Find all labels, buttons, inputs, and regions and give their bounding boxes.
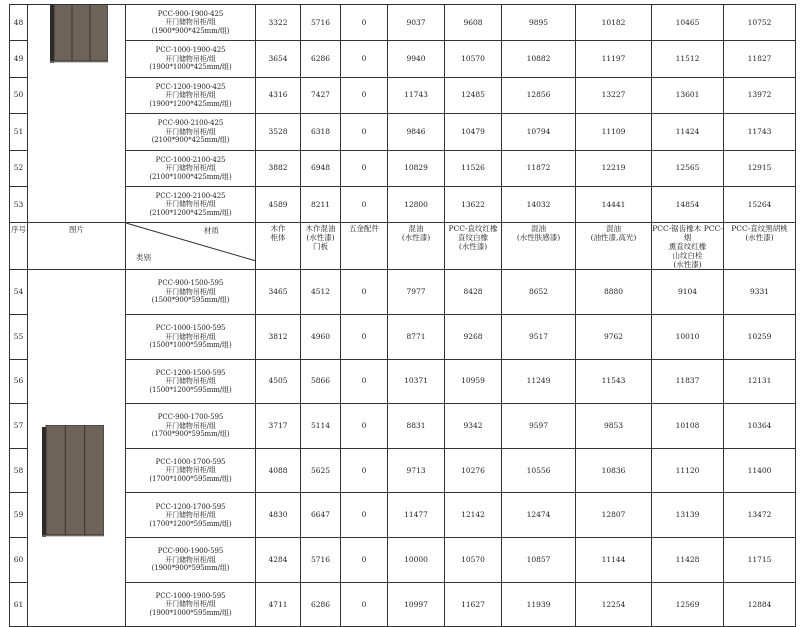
price-cell: 10829 <box>388 150 445 186</box>
price-cell: 13601 <box>652 77 724 113</box>
header-line: 混油 <box>531 224 546 234</box>
description-line: 开门储物吊柜/组 <box>165 466 216 475</box>
row-number: 58 <box>10 448 28 493</box>
description-line: 开门储物吊柜/组 <box>165 200 216 209</box>
price-cell: 12254 <box>576 582 652 627</box>
price-cell: 0 <box>341 186 388 222</box>
price-cell: 10556 <box>502 448 576 493</box>
price-cell: 11939 <box>502 582 576 627</box>
description-line: PCC-900-1900-425 <box>157 9 224 18</box>
description-line: PCC-1000-1500-595 <box>155 324 226 333</box>
price-cell: 5866 <box>301 359 341 404</box>
row-number: 60 <box>10 538 28 583</box>
cabinet-image <box>42 425 104 537</box>
price-cell: 0 <box>341 314 388 359</box>
price-cell: 0 <box>341 582 388 627</box>
price-cell: 10570 <box>445 538 502 583</box>
description-line: (2100*1000*425mm/组) <box>149 172 232 181</box>
description-line: (1900*1000*595mm/组) <box>149 608 232 617</box>
price-cell: 10259 <box>724 314 796 359</box>
table-row <box>10 5 796 41</box>
price-cell: 0 <box>341 359 388 404</box>
description-line: (1500*900*595mm/组) <box>151 296 230 305</box>
product-image-cell <box>28 270 126 627</box>
table-row <box>10 359 796 404</box>
price-cell: 12219 <box>576 150 652 186</box>
price-cell: 14854 <box>652 186 724 222</box>
price-cell: 12807 <box>576 493 652 538</box>
price-cell: 0 <box>341 5 388 41</box>
price-cell: 4316 <box>256 77 301 113</box>
price-cell: 4830 <box>256 493 301 538</box>
description-line: (1700*1200*595mm/组) <box>149 519 232 528</box>
table-row <box>10 270 796 315</box>
product-description <box>126 270 256 315</box>
price-table-sheet <box>9 4 795 617</box>
table-row <box>10 41 796 77</box>
price-cell: 11249 <box>502 359 576 404</box>
price-cell: 9940 <box>388 41 445 77</box>
header-column <box>445 223 502 270</box>
price-cell: 8652 <box>502 270 576 315</box>
description-line: 开门储物吊柜/组 <box>165 91 216 100</box>
header-image: 图片 <box>28 223 126 270</box>
header-line: 山纹白栓 <box>672 251 703 261</box>
product-description <box>126 41 256 77</box>
price-cell: 8771 <box>388 314 445 359</box>
table-row <box>10 77 796 113</box>
row-number: 57 <box>10 404 28 449</box>
table-row <box>10 314 796 359</box>
row-number: 56 <box>10 359 28 404</box>
price-cell: 11400 <box>724 448 796 493</box>
price-cell: 9037 <box>388 5 445 41</box>
price-cell: 3717 <box>256 404 301 449</box>
product-description <box>126 404 256 449</box>
price-cell: 0 <box>341 270 388 315</box>
price-cell: 8831 <box>388 404 445 449</box>
header-column <box>502 223 576 270</box>
header-line: 柜体 <box>270 233 286 243</box>
row-number: 50 <box>10 77 28 113</box>
price-cell: 10836 <box>576 448 652 493</box>
description-line: PCC-1000-1900-425 <box>155 46 226 55</box>
price-cell: 11120 <box>652 448 724 493</box>
header-line: 木作混油 <box>305 224 336 234</box>
product-description <box>126 448 256 493</box>
price-cell: 11627 <box>445 582 502 627</box>
price-cell: 12884 <box>724 582 796 627</box>
price-cell: 6286 <box>301 582 341 627</box>
price-cell: 12565 <box>652 150 724 186</box>
description-line: (1900*1000*425mm/组) <box>149 63 232 72</box>
product-description <box>126 77 256 113</box>
price-cell: 0 <box>341 77 388 113</box>
price-cell: 10959 <box>445 359 502 404</box>
price-cell: 11743 <box>724 114 796 150</box>
row-number: 52 <box>10 150 28 186</box>
description-line: PCC-900-1700-595 <box>157 413 224 422</box>
header-line: 门板 <box>313 242 328 252</box>
price-cell: 4960 <box>301 314 341 359</box>
description-line: (2100*900*425mm/组) <box>151 136 230 145</box>
table-row <box>10 538 796 583</box>
price-cell: 9608 <box>445 5 502 41</box>
price-cell: 10182 <box>576 5 652 41</box>
price-cell: 10997 <box>388 582 445 627</box>
price-cell: 6318 <box>301 114 341 150</box>
description-line: PCC-900-1900-595 <box>157 547 224 556</box>
description-line: (1900*1200*425mm/组) <box>149 99 232 108</box>
header-material-category <box>126 223 256 270</box>
price-cell: 3812 <box>256 314 301 359</box>
price-cell: 0 <box>341 404 388 449</box>
price-cell: 5625 <box>301 448 341 493</box>
price-cell: 0 <box>341 448 388 493</box>
table-row <box>10 404 796 449</box>
header-column <box>652 223 724 270</box>
product-description <box>126 314 256 359</box>
price-cell: 3654 <box>256 41 301 77</box>
product-description <box>126 186 256 222</box>
description-line: 开门储物吊柜/组 <box>165 421 216 430</box>
price-cell: 12800 <box>388 186 445 222</box>
price-cell: 9713 <box>388 448 445 493</box>
row-number: 59 <box>10 493 28 538</box>
header-column <box>341 223 388 270</box>
price-table <box>9 4 796 627</box>
product-image-cell <box>28 5 126 223</box>
description-line: PCC-900-1500-595 <box>157 279 224 288</box>
price-cell: 13622 <box>445 186 502 222</box>
price-cell: 4088 <box>256 448 301 493</box>
header-line: 混油 <box>606 224 621 234</box>
description-line: (1700*900*595mm/组) <box>151 430 230 439</box>
price-cell: 4589 <box>256 186 301 222</box>
price-cell: 9331 <box>724 270 796 315</box>
row-number: 54 <box>10 270 28 315</box>
price-cell: 11477 <box>388 493 445 538</box>
cabinet-image-holder <box>50 5 108 67</box>
price-cell: 9104 <box>652 270 724 315</box>
description-line: 开门储物吊柜/组 <box>165 127 216 136</box>
header-line: (水性漆) <box>401 233 431 243</box>
description-line: 开门储物吊柜/组 <box>165 287 216 296</box>
header-line: (水性漆) <box>745 233 774 243</box>
header-column <box>388 223 445 270</box>
header-line: (水性肤感漆) <box>516 233 561 243</box>
price-cell: 13227 <box>576 77 652 113</box>
header-line: 熏直纹红橡 <box>668 242 707 252</box>
header-seq: 序号 <box>10 223 28 270</box>
header-line: PCC-直纹红橡 <box>448 224 498 234</box>
table-row <box>10 493 796 538</box>
description-line: 开门储物吊柜/组 <box>165 600 216 609</box>
row-number: 48 <box>10 5 28 41</box>
price-cell: 7977 <box>388 270 445 315</box>
price-cell: 10000 <box>388 538 445 583</box>
product-description <box>126 5 256 41</box>
table-row <box>10 150 796 186</box>
description-line: PCC-1200-1700-595 <box>155 502 226 511</box>
header-line: PCC-直纹黑胡桃 <box>731 224 788 234</box>
price-cell: 4505 <box>256 359 301 404</box>
price-cell: 11543 <box>576 359 652 404</box>
table-row <box>10 186 796 222</box>
price-cell: 9342 <box>445 404 502 449</box>
price-cell: 10752 <box>724 5 796 41</box>
price-cell: 0 <box>341 538 388 583</box>
table-body <box>10 5 796 627</box>
price-cell: 14032 <box>502 186 576 222</box>
description-line: PCC-1000-1700-595 <box>155 457 226 466</box>
price-cell: 12569 <box>652 582 724 627</box>
header-category: 类别 <box>136 253 151 263</box>
description-line: PCC-1200-1500-595 <box>155 368 226 377</box>
price-cell: 12142 <box>445 493 502 538</box>
description-line: (2100*1200*425mm/组) <box>149 208 232 217</box>
price-cell: 11512 <box>652 41 724 77</box>
price-cell: 11743 <box>388 77 445 113</box>
header-column <box>576 223 652 270</box>
price-cell: 7427 <box>301 77 341 113</box>
row-number: 61 <box>10 582 28 627</box>
price-cell: 8211 <box>301 186 341 222</box>
price-cell: 9517 <box>502 314 576 359</box>
price-cell: 9853 <box>576 404 652 449</box>
price-cell: 6286 <box>301 41 341 77</box>
row-number: 49 <box>10 41 28 77</box>
price-cell: 11715 <box>724 538 796 583</box>
table-row <box>10 582 796 627</box>
product-description <box>126 150 256 186</box>
price-cell: 11109 <box>576 114 652 150</box>
description-line: PCC-1200-1900-425 <box>155 82 226 91</box>
price-cell: 8880 <box>576 270 652 315</box>
description-line: 开门储物吊柜/组 <box>165 54 216 63</box>
price-cell: 11827 <box>724 41 796 77</box>
price-cell: 4711 <box>256 582 301 627</box>
price-cell: 10364 <box>724 404 796 449</box>
description-line: (1900*900*425mm/组) <box>151 26 230 35</box>
description-line: 开门储物吊柜/组 <box>165 511 216 520</box>
price-cell: 10794 <box>502 114 576 150</box>
price-cell: 11424 <box>652 114 724 150</box>
description-line: 开门储物吊柜/组 <box>165 377 216 386</box>
description-line: PCC-1000-2100-425 <box>155 155 226 164</box>
price-cell: 5114 <box>301 404 341 449</box>
header-line: 直纹白橡 <box>458 233 488 243</box>
price-cell: 9895 <box>502 5 576 41</box>
header-line: (水性漆) <box>306 233 335 243</box>
row-number: 55 <box>10 314 28 359</box>
table-row <box>10 448 796 493</box>
price-cell: 14441 <box>576 186 652 222</box>
header-line: 五金配件 <box>349 224 379 234</box>
header-line: (油性漆,高光) <box>590 233 637 243</box>
price-cell: 11144 <box>576 538 652 583</box>
price-cell: 3322 <box>256 5 301 41</box>
description-line: (1500*1200*595mm/组) <box>149 385 232 394</box>
cabinet-image <box>50 5 108 64</box>
product-description <box>126 359 256 404</box>
description-line: (1900*900*595mm/组) <box>151 564 230 573</box>
price-cell: 11837 <box>652 359 724 404</box>
description-line: (1700*1000*595mm/组) <box>149 474 232 483</box>
product-description <box>126 493 256 538</box>
price-cell: 0 <box>341 41 388 77</box>
price-cell: 13139 <box>652 493 724 538</box>
product-description <box>126 538 256 583</box>
header-line: (水性漆) <box>458 242 488 252</box>
product-description <box>126 114 256 150</box>
header-material: 材质 <box>204 226 219 236</box>
price-cell: 15264 <box>724 186 796 222</box>
price-cell: 10882 <box>502 41 576 77</box>
price-cell: 3528 <box>256 114 301 150</box>
price-cell: 5716 <box>301 5 341 41</box>
header-column <box>724 223 796 270</box>
price-cell: 11872 <box>502 150 576 186</box>
cabinet-image-holder <box>42 425 104 540</box>
table-row <box>10 114 796 150</box>
price-cell: 10010 <box>652 314 724 359</box>
product-description <box>126 582 256 627</box>
price-cell: 3465 <box>256 270 301 315</box>
price-cell: 5716 <box>301 538 341 583</box>
price-cell: 0 <box>341 493 388 538</box>
price-cell: 12131 <box>724 359 796 404</box>
price-cell: 6647 <box>301 493 341 538</box>
description-line: 开门储物吊柜/组 <box>165 164 216 172</box>
price-cell: 10570 <box>445 41 502 77</box>
price-cell: 9268 <box>445 314 502 359</box>
price-cell: 10857 <box>502 538 576 583</box>
header-line: PCC-锯齿橡木 PCC-烟 <box>652 224 723 243</box>
price-cell: 6948 <box>301 150 341 186</box>
row-number: 51 <box>10 114 28 150</box>
price-cell: 13472 <box>724 493 796 538</box>
price-cell: 10371 <box>388 359 445 404</box>
price-cell: 0 <box>341 150 388 186</box>
price-cell: 4284 <box>256 538 301 583</box>
price-cell: 9846 <box>388 114 445 150</box>
description-line: (1500*1000*595mm/组) <box>149 341 232 350</box>
price-cell: 3882 <box>256 150 301 186</box>
price-cell: 10276 <box>445 448 502 493</box>
price-cell: 12474 <box>502 493 576 538</box>
price-cell: 12856 <box>502 77 576 113</box>
header-line: 木作 <box>270 224 286 234</box>
description-line: PCC-900-2100-425 <box>157 119 224 128</box>
price-cell: 10108 <box>652 404 724 449</box>
header-line: (水性漆) <box>673 260 702 270</box>
description-line: 开门储物吊柜/组 <box>165 555 216 564</box>
price-cell: 13972 <box>724 77 796 113</box>
price-cell: 11428 <box>652 538 724 583</box>
price-cell: 9597 <box>502 404 576 449</box>
header-row <box>10 223 796 270</box>
price-cell: 12915 <box>724 150 796 186</box>
description-line: PCC-1200-2100-425 <box>155 191 226 200</box>
price-cell: 0 <box>341 114 388 150</box>
price-cell: 12485 <box>445 77 502 113</box>
price-cell: 11197 <box>576 41 652 77</box>
price-cell: 4512 <box>301 270 341 315</box>
description-line: 开门储物吊柜/组 <box>165 18 216 27</box>
price-cell: 10465 <box>652 5 724 41</box>
header-column <box>301 223 341 270</box>
row-number: 53 <box>10 186 28 222</box>
price-cell: 10479 <box>445 114 502 150</box>
header-column <box>256 223 301 270</box>
description-line: PCC-1000-1900-595 <box>155 591 226 600</box>
header-line: 混油 <box>408 224 424 234</box>
description-line: 开门储物吊柜/组 <box>165 332 216 341</box>
price-cell: 9762 <box>576 314 652 359</box>
price-cell: 11526 <box>445 150 502 186</box>
price-cell: 8428 <box>445 270 502 315</box>
